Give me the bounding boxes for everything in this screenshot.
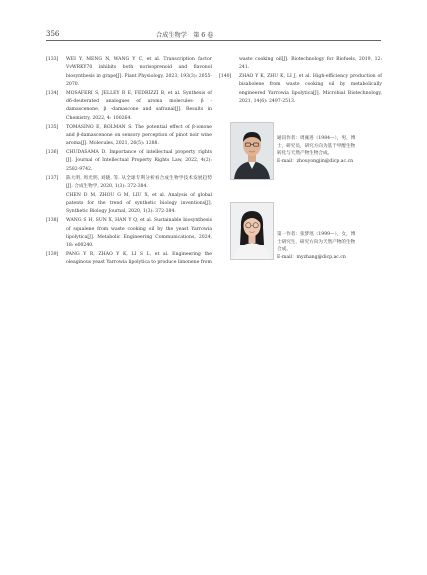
author-bio-line: 第一作者：张梦瑶（1999—），女，博 xyxy=(277,232,356,237)
reference-item xyxy=(46,149,212,174)
reference-text: waste cooking oil[J]. Biotechnology for Biofuels, 2019, 12: 241. xyxy=(239,57,382,71)
author-bio-line: 士研究生，研究方向为天然产物的生物 xyxy=(277,239,356,245)
author-bio-line: 转化与天然产物生物合成。 xyxy=(277,151,333,157)
reference-number: [138] xyxy=(46,218,59,224)
reference-item xyxy=(46,124,212,149)
author-email: E-mail：myzhang@dicp.ac.cn xyxy=(277,255,346,261)
author-bio-zhou xyxy=(277,135,387,166)
reference-number: [137] xyxy=(46,175,59,181)
references-left-column xyxy=(46,56,212,268)
reference-item xyxy=(219,73,382,106)
author-bio-line: 士，研究员，研究方向为基于甲醇生物 xyxy=(277,143,356,149)
references-right-column xyxy=(219,56,382,107)
journal-title: 合成生物学 第 6 卷 xyxy=(156,32,214,39)
reference-number: [135] xyxy=(46,124,59,130)
reference-text: MOSAFERI S, JELLEY R E, FEDRIZZI B, et al. Synthesis of d6-deuterated analogues of aroma molecules- β -damascenone, β -damascone and safranal[J]. Results in Chemistry, 2022, 4: 100264. xyxy=(66,90,212,121)
author-bio-zhang xyxy=(277,231,387,262)
author-photo-zhou xyxy=(230,122,274,180)
reference-item xyxy=(219,56,382,73)
page-number: 356 xyxy=(46,30,60,38)
author-bio-line: 合成。 xyxy=(277,247,291,253)
reference-text: TOMASINO E, BOLMAN S. The potential effect of β-ionone and β-damascenone on sensory perception of pinot noir wine aroma[J]. Molecules, 2021, 26(5): 1288. xyxy=(66,124,212,147)
reference-number: [136] xyxy=(46,150,59,156)
reference-item xyxy=(46,251,212,268)
reference-item xyxy=(46,217,212,250)
reference-item xyxy=(46,90,212,123)
reference-number: [134] xyxy=(46,90,59,96)
reference-item xyxy=(46,175,212,192)
reference-item xyxy=(46,56,212,89)
author-photo-zhang xyxy=(230,202,274,260)
author-bio-line: 通讯作者：周雍进（1984—），男，博 xyxy=(277,136,356,141)
reference-text: ZHAO Y K, ZHU K, LI J, et al. High-efficiency production of bisabolene from waste cooking oil by metabolically engineered Yarrowia lipolytica[J]. Microbial Biotechnology, 2021, 14(6): 2497-2513. xyxy=(239,74,382,105)
reference-number: [140] xyxy=(219,74,232,80)
reference-text: PANG Y R, ZHAO Y K, LI S L, et al. Engineering the oleaginous yeast Yarrowia lipolytica to produce limonene from xyxy=(66,251,212,266)
author-email: E-mail：zhouyongjin@dicp.ac.cn xyxy=(277,159,354,165)
reference-number: [139] xyxy=(46,251,59,257)
page-header xyxy=(46,28,381,41)
reference-text: WEI Y, MENG N, WANG Y C, et al. Transcription factor VvWRKY70 inhibits both norisoprenoid and flavonol biosynthesis in grape[J]. Plant Physiology, 2023, 193(3): 2055-2070. xyxy=(66,57,212,87)
reference-number: [133] xyxy=(46,57,59,62)
reference-item xyxy=(46,192,212,217)
reference-text: CHUDASAMA D. Importance of intellectual property rights [J]. Journal of Intellectual Property Rights Law, 2022, 4(2): 2582-9742. xyxy=(66,150,212,172)
reference-text: CHEN D M, ZHOU G M, LIU X, et al. Analysis of global patents for the trend of synthetic biology inventions[J]. Synthetic Biology Journal, 2020, 1(3): 372-384. xyxy=(66,192,212,215)
reference-text: 陈大明, 周光明, 刘晓, 等. 从全球专利分析看合成生物学技术发展趋势[J]. 合成生物学, 2020, 1(3): 372-384. xyxy=(66,175,212,189)
reference-text: WANG S H, SUN X, HAN Y Q, et al. Sustainable biosynthesis of squalene from waste cooking oil by the yeast Yarrowia lipolytica[J]. Metabolic Engineering Communications, 2024, 18: e00240. xyxy=(66,218,212,249)
